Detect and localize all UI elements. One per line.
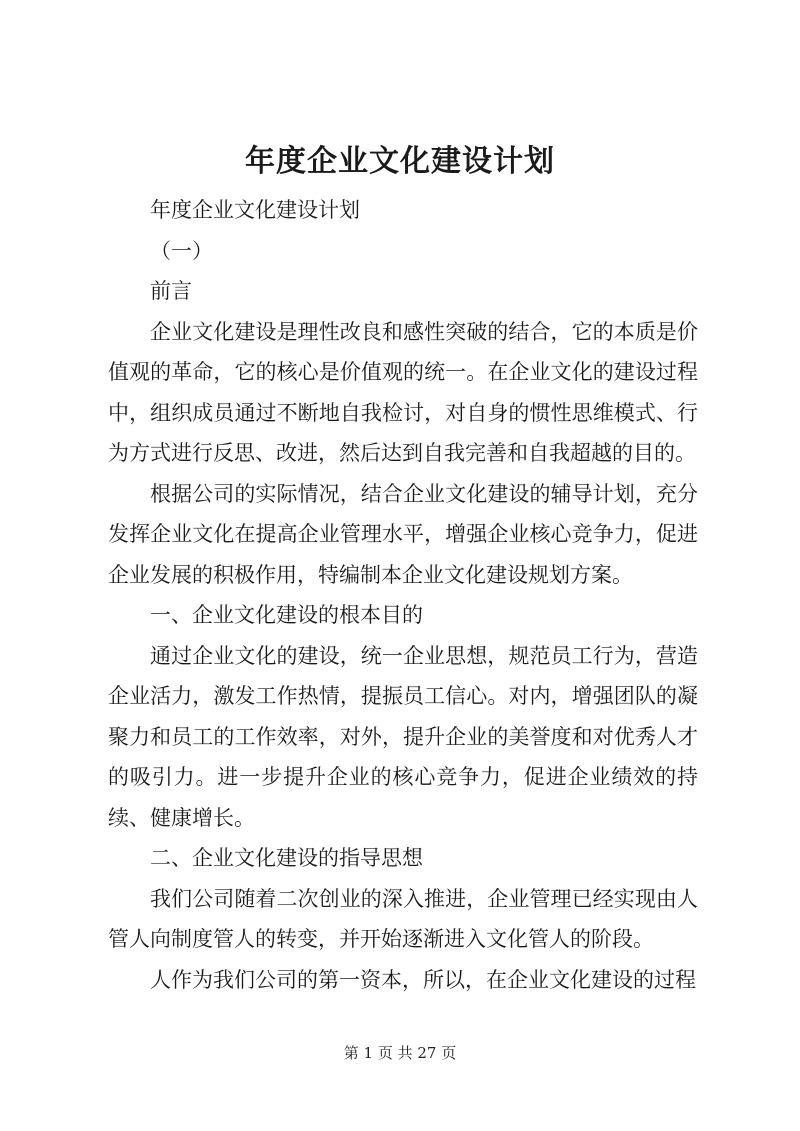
- body-paragraph: 人作为我们公司的第一资本，所以，在企业文化建设的过程: [150, 967, 696, 992]
- section-heading: 一、企业文化建设的根本目的: [150, 603, 423, 627]
- document-title: 年度企业文化建设计划: [245, 144, 555, 179]
- section-heading: 二、企业文化建设的指导思想: [150, 846, 423, 870]
- subtitle-paragraph: 年度企业文化建设计划: [150, 198, 360, 222]
- body-paragraph: 根据公司的实际情况，结合企业文化建设的辅导计划，充分发挥企业文化在提高企业管理水平，增强企业核心竞争力，促进企业发展的积极作用，特编制本企业文化建设规划方案。: [108, 481, 698, 587]
- body-paragraph: 我们公司随着二次创业的深入推进，企业管理已经实现由人管人向制度管人的转变，并开始逐渐进入文化管人的阶段。: [108, 886, 698, 951]
- page-number-footer: 第 1 页 共 27 页: [343, 1044, 457, 1062]
- body-paragraph: 企业文化建设是理性改良和感性突破的结合，它的本质是价值观的革命，它的核心是价值观的统一。在企业文化的建设过程中，组织成员通过不断地自我检讨，对自身的惯性思维模式、行为方式进行反思、改进，然后达到自我完善和自我超越的目的。: [108, 319, 698, 465]
- document-body: [108, 190, 698, 1000]
- body-paragraph: 通过企业文化的建设，统一企业思想，规范员工行为，营造企业活力，激发工作热情，提振员工信心。对内，增强团队的凝聚力和员工的工作效率，对外，提升企业的美誉度和对优秀人才的吸引力。进一步提升企业的核心竞争力，促进企业绩效的持续、健康增长。: [108, 643, 698, 830]
- section-number-paragraph: （一）: [150, 238, 213, 263]
- preface-heading: 前言: [150, 279, 192, 303]
